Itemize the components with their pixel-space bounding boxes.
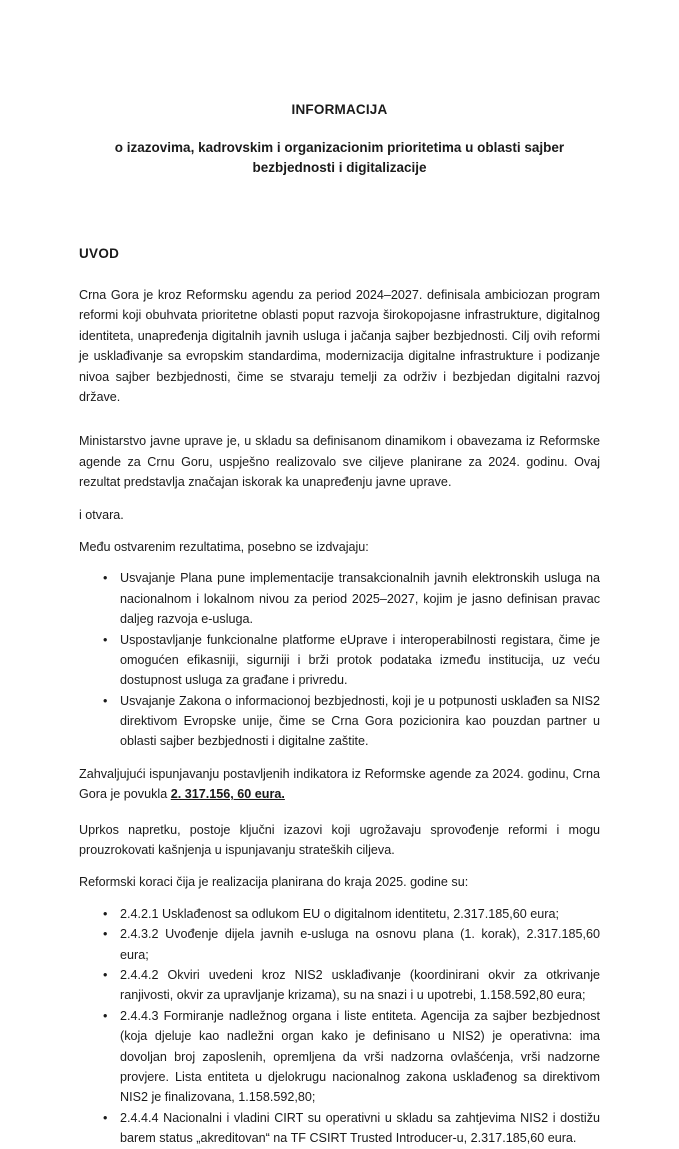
paragraph-steps-lead: Reformski koraci čija je realizacija planirana do kraja 2025. godine su: (79, 875, 469, 890)
document-subtitle: o izazovima, kadrovskim i organizacionim prioritetima u oblasti sajber bezbjednosti i digitalizacije (114, 139, 565, 175)
section-heading-uvod: UVOD (79, 246, 120, 262)
paragraph-intro: Crna Gora je kroz Reformsku agendu za period 2024–2027. definisala ambiciozan program reformi koji obuhvata prioritetne oblasti poput razvoja širokopojasne infrastrukture, digitalnog identiteta, unapređenja digitalnih javnih usluga i jačanja sajber bezbjednosti. Cilj ovih reformi je usklađivanje sa evropskim standardima, modernizacija digitalne infrastrukture i podizanje nivoa sajber bezbjednosti, čime se stvaraju temelji za održiv i bezbjedan digitalni razvoj države. (79, 288, 600, 405)
paragraph-challenges: Uprkos napretku, postoje ključni izazovi koji ugrožavaju sprovođenje reformi i mogu prouzrokovati kašnjenja u ispunjavanju strateških ciljeva. (79, 822, 600, 858)
list-item: • 2.4.3.2 Uvođenje dijela javnih e-usluga na osnovu plana (1. korak), 2.317.185,60 eura; (79, 924, 600, 965)
list-item: • Usvajanje Zakona o informacionoj bezbjednosti, koji je u potpunosti usklađen sa NIS2 direktivom Evropske unije, čime se Crna Gora pozicionira kao pouzdan partner u oblasti sajber bezbjednosti i digitalne zaštite. (79, 691, 600, 752)
list-item: • 2.4.2.1 Usklađenost sa odlukom EU o digitalnom identitetu, 2.317.185,60 eura; (79, 904, 600, 924)
paragraph-results-lead: Među ostvarenim rezultatima, posebno se izdvajaju: (79, 539, 369, 554)
list-item: • 2.4.4.2 Okviri uvedeni kroz NIS2 usklađivanje (koordinirani okvir za otkrivanje ranjivosti, okvir za upravljanje krizama), su na snazi i u upotrebi, 1.158.592,80 eura; (79, 965, 600, 1006)
paragraph-ministry: Ministarstvo javne uprave je, u skladu sa definisanom dinamikom i obavezama iz Reformske agende za Crnu Goru, uspješno realizovalo sve ciljeve planirane za 2024. godinu. Ovaj rezultat predstavlja značajan iskorak ka unapređenju javne uprave. (79, 434, 600, 490)
list-item: • Usvajanje Plana pune implementacije transakcionalnih javnih elektronskih usluga na nacionalnom i lokalnom nivou za period 2025–2027, kojim je jasno definisan pravac daljeg razvoja e-usluga. (79, 568, 600, 629)
document-title: INFORMACIJA (291, 102, 388, 117)
list-item: • Uspostavljanje funkcionalne platforme eUprave i interoperabilnosti registara, čime je omogućen efikasniji, sigurniji i brži protok podataka između institucija, uz veću dostupnost usluga za građane i privredu. (79, 630, 600, 691)
reform-steps-list (79, 893, 600, 1149)
achievements-list (79, 557, 600, 752)
list-item: • 2.4.4.3 Formiranje nadležnog organa i liste entiteta. Agencija za sajber bezbjednost (koja djeluje kao nadležni organ kako je definisano u NIS2) je operativna: ima dovoljan broj zaposlenih, opremljena da vrši nadzorna ovlašćenja, vrši nadzorne provjere. Lista entiteta u djelokrugu nacionalnog zakona usklađenog sa direktivom NIS2 je finalizovana, 1.158.592,80; (79, 1006, 600, 1108)
list-item: • 2.4.4.4 Nacionalni i vladini CIRT su operativni u skladu sa zahtjevima NIS2 i dostižu barem status „akreditovan“ na TF CSIRT Trusted Introducer-u, 2.317.185,60 eura. (79, 1108, 600, 1149)
paragraph-opens: i otvara. (79, 507, 124, 522)
funding-text-prefix: Zahvaljujući ispunjavanju postavljenih indikatora iz Reformske agende za 2024. godinu, Crna Gora je povukla (79, 766, 600, 802)
title-block (79, 0, 600, 178)
paragraph-funding (79, 752, 600, 805)
funding-amount-value: 2. 317.156, 60 eura. (170, 787, 285, 802)
